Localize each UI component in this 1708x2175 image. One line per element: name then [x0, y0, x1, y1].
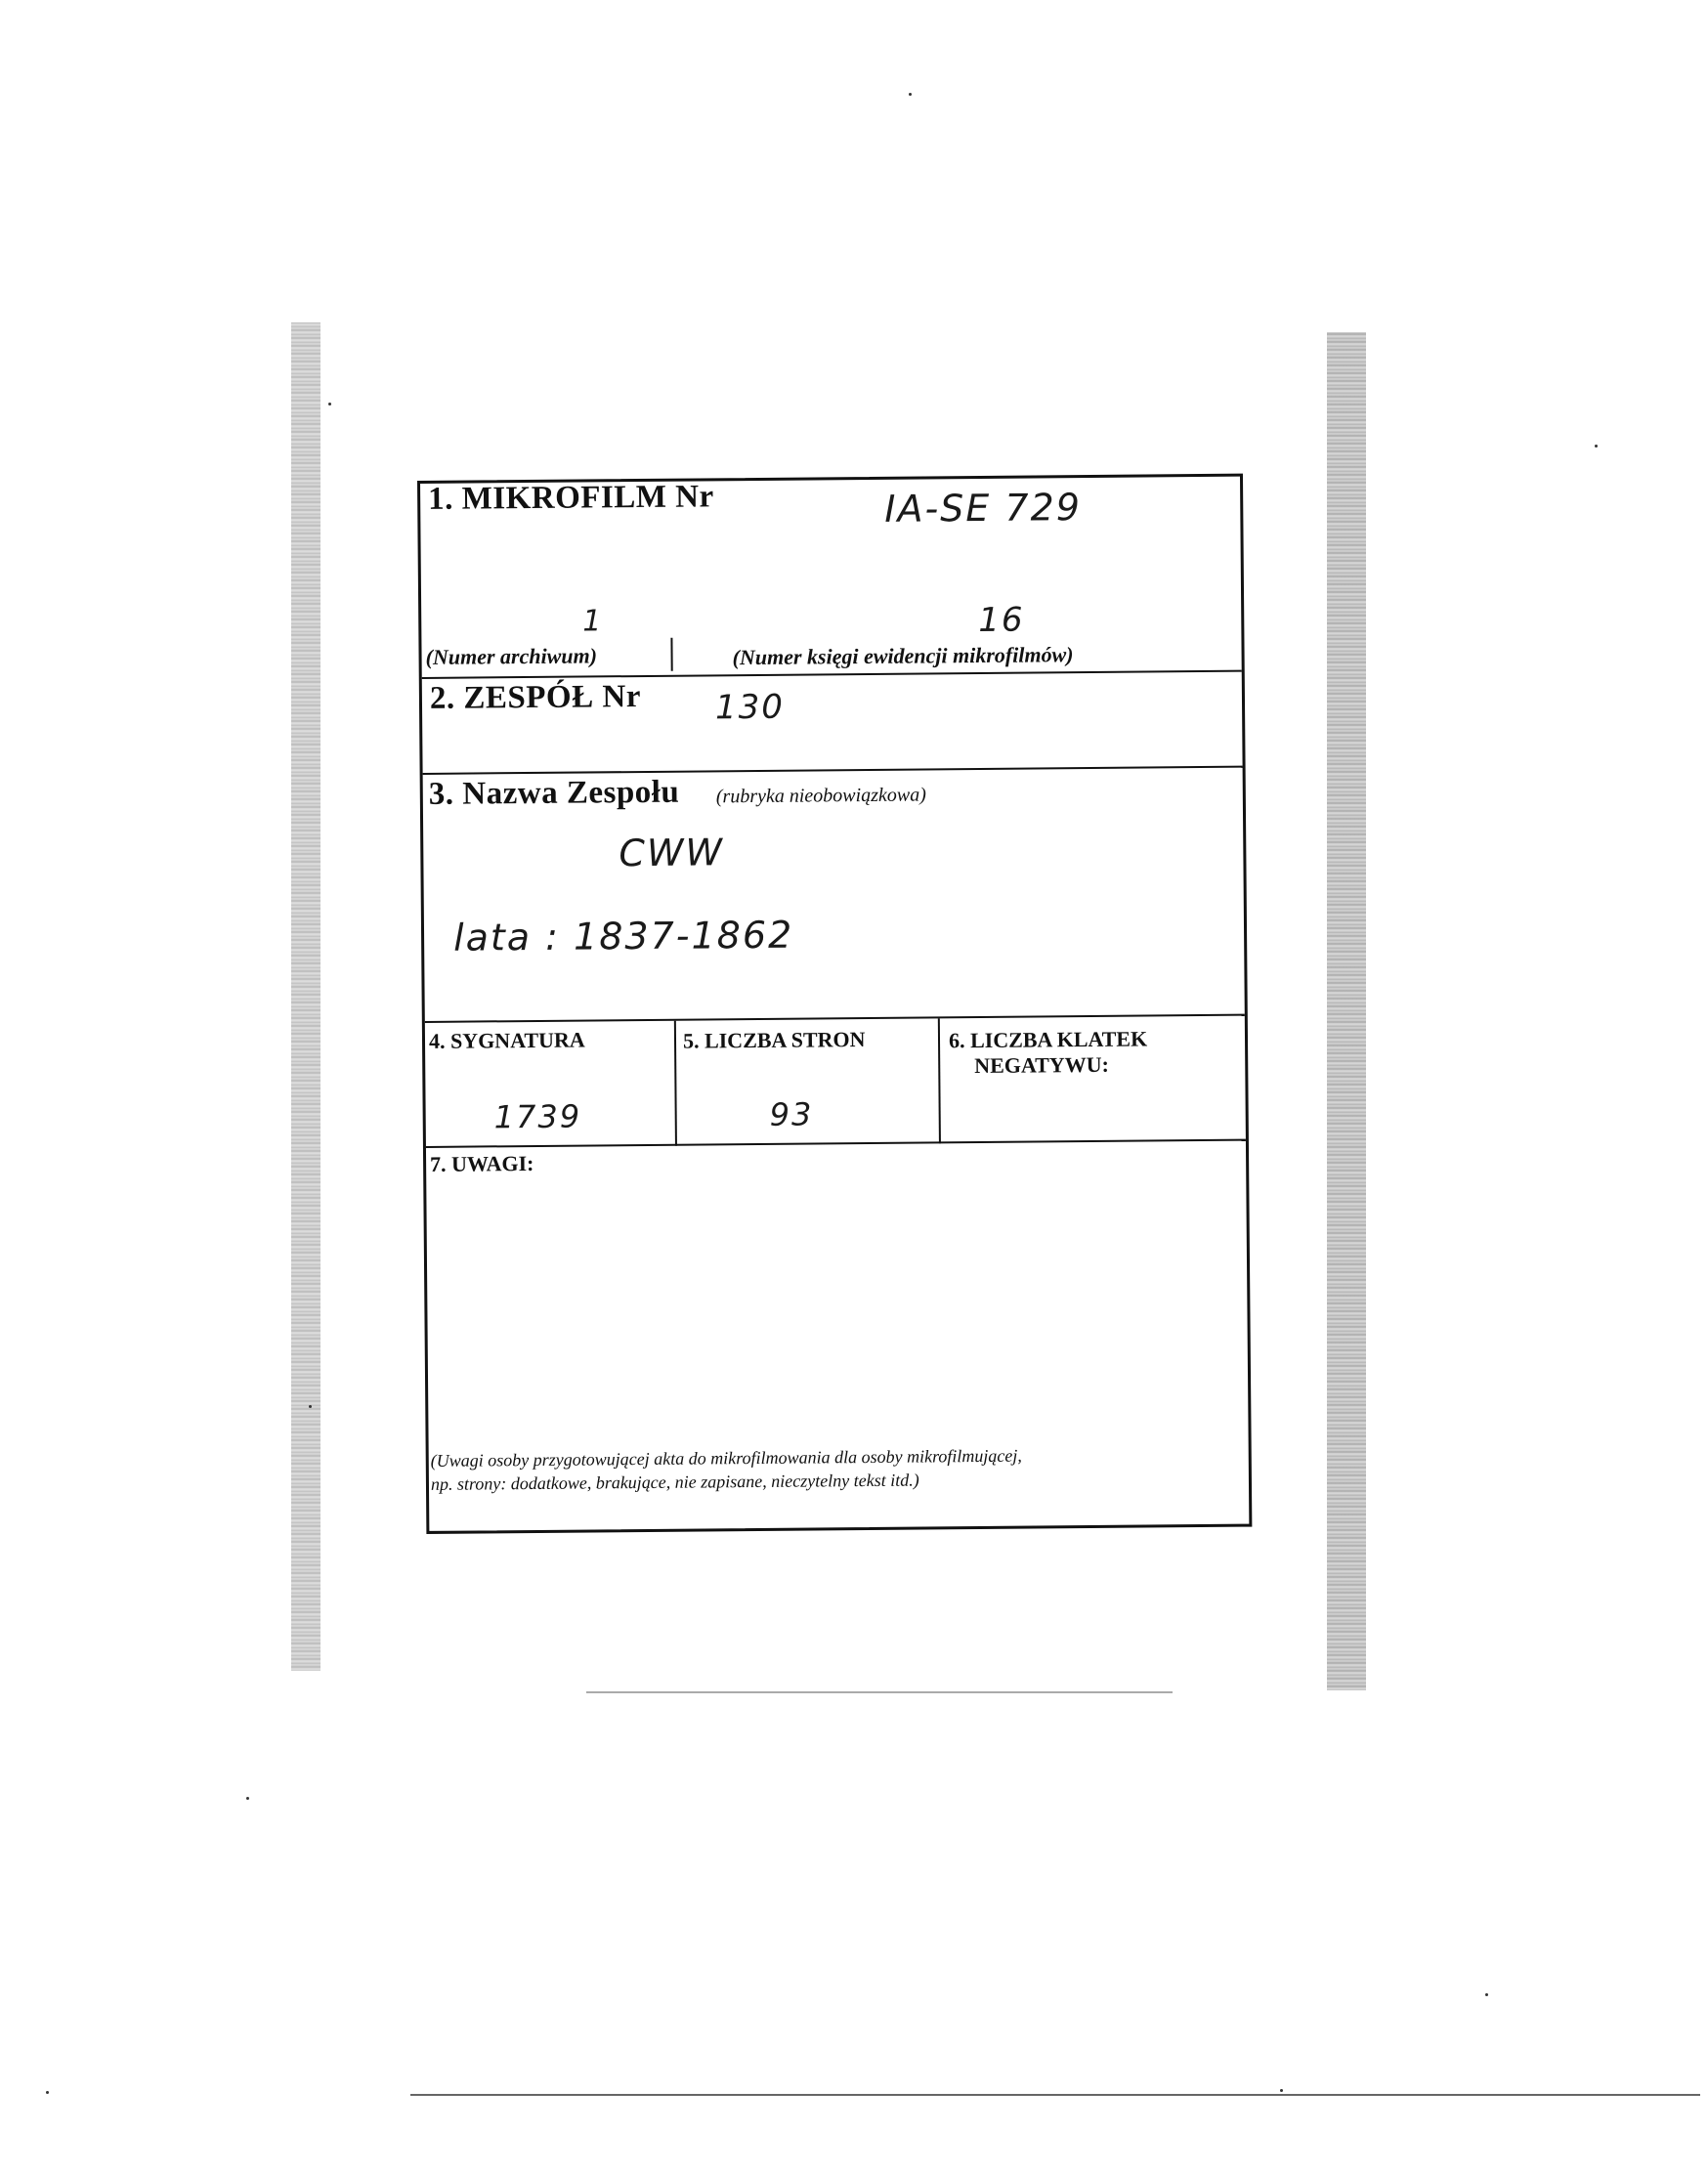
- archive-number-caption: (Numer archiwum): [425, 643, 598, 669]
- section-fond-number: [422, 672, 1243, 775]
- microfilm-form: [417, 474, 1252, 1534]
- scan-speck: [909, 93, 912, 96]
- scan-speck: [1485, 1993, 1488, 1996]
- fond-name-value: CWW: [619, 831, 725, 875]
- page-count-value: 93: [769, 1095, 814, 1133]
- negative-frames-label-line2: NEGATYWU:: [974, 1051, 1110, 1079]
- section-fond-name: [423, 768, 1245, 1023]
- scan-speck: [309, 1405, 312, 1408]
- scan-speck: [46, 2091, 49, 2094]
- microfilm-number-label: 1. MIKROFILM Nr: [428, 479, 714, 517]
- column-separator: [938, 1018, 941, 1143]
- scan-right-edge: [1327, 332, 1366, 1690]
- archive-number-value: 1: [582, 604, 604, 639]
- section-signature-pages-frames: [425, 1016, 1246, 1148]
- fond-years-value: lata : 1837-1862: [452, 913, 794, 960]
- caption-separator: [670, 638, 672, 671]
- signature-value: 1739: [493, 1097, 582, 1136]
- scan-speck: [328, 403, 331, 405]
- scan-bottom-line: [586, 1691, 1173, 1693]
- fond-number-value: 130: [714, 687, 786, 728]
- section-remarks: [426, 1141, 1249, 1534]
- scan-speck: [246, 1797, 249, 1800]
- fond-name-label: 3. Nazwa Zespołu: [428, 774, 680, 812]
- fond-name-optional-note: (rubryka nieobowiązkowa): [715, 784, 926, 808]
- scan-foot-line: [410, 2094, 1700, 2096]
- remarks-note-line1: (Uwagi osoby przygotowującej akta do mikrofilmowania dla osoby mikrofilmującej,: [430, 1445, 1022, 1471]
- fond-number-label: 2. ZESPÓŁ Nr: [429, 679, 642, 716]
- negative-frames-label-line1: 6. LICZBA KLATEK: [948, 1026, 1148, 1053]
- column-separator: [674, 1021, 677, 1146]
- remarks-note-line2: np. strony: dodatkowe, brakujące, nie zapisane, nieczytelny tekst itd.): [430, 1470, 919, 1494]
- register-number-caption: (Numer księgi ewidencji mikrofilmów): [732, 642, 1074, 670]
- register-number-value: 16: [978, 600, 1025, 640]
- scan-speck: [1595, 445, 1598, 448]
- remarks-label: 7. UWAGI:: [429, 1150, 534, 1176]
- section-microfilm-number: [420, 477, 1242, 679]
- microfilm-number-value: IA-SE 729: [884, 486, 1083, 531]
- signature-label: 4. SYGNATURA: [428, 1027, 585, 1053]
- scan-speck: [1280, 2089, 1283, 2092]
- page-count-label: 5. LICZBA STRON: [682, 1027, 866, 1053]
- scan-left-edge: [291, 322, 320, 1671]
